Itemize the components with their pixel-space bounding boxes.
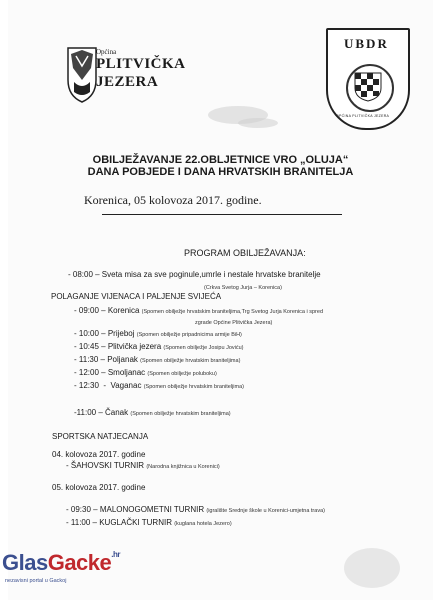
wreath-item: - 12:00 – Smoljanac (Spomen obilježje poluboku)	[74, 368, 217, 377]
watermark-logo: GlasGacke$^{.hr}$	[2, 550, 120, 575]
wreath-item: - 10:45 – Plitvička jezera (Spomen obilježje Josipu Joviću)	[74, 342, 244, 351]
divider-rule	[102, 214, 342, 215]
day2-event: - 11:00 – KUGLAČKI TURNIR (kuglana hotela Jezero)	[66, 518, 232, 527]
day2-date: 05. kolovoza 2017. godine	[52, 483, 146, 492]
mass-line: - 08:00 – Sveta misa za sve poginule,umrle i nestale hrvatske branitelje	[68, 270, 321, 279]
event-title	[8, 154, 433, 178]
place-date: Korenica, 05 kolovoza 2017. godine.	[84, 193, 262, 207]
municipality-prefix: Općina	[96, 48, 117, 56]
wreath-item: - 11:30 – Poljanak (Spomen obilježje hrvatskim braniteljima)	[74, 355, 241, 364]
veterans-seal	[326, 28, 410, 130]
seal-top-text: UBDR	[344, 36, 389, 51]
site-watermark[interactable]	[2, 550, 142, 598]
checkerboard-shield-icon	[354, 72, 382, 102]
stamp-smudge	[344, 548, 400, 588]
day1-event: - ŠAHOVSKI TURNIR (Narodna knjižnica u Korenici)	[66, 461, 220, 470]
sports-heading: SPORTSKA NATJECANJA	[52, 432, 149, 441]
wreath-item: - 10:00 – Prijeboj (Spomen obilježje pripadnicima armije BiH)	[74, 329, 242, 338]
document-page	[8, 0, 433, 600]
watermark-tagline: nezavisni portal u Gackoj	[5, 578, 67, 584]
title-line1: OBILJEŽAVANJE 22.OBLJETNICE VRO „OLUJA“	[92, 154, 349, 166]
title-line2: DANA POBJEDE I DANA HRVATSKIH BRANITELJA	[87, 166, 354, 178]
municipality-name-line1: PLITVIČKA	[96, 56, 186, 72]
wreath-item: - 12:30 - Vaganac (Spomen obilježje hrvatskim braniteljima)	[74, 381, 244, 390]
coat-of-arms-icon	[66, 46, 98, 104]
wreath-heading: POLAGANJE VIJENACA I PALJENJE SVIJEĆA	[51, 292, 222, 301]
day1-date: 04. kolovoza 2017. godine	[52, 450, 146, 459]
mass-note: (Crkva Svetog Jurja – Korenica)	[204, 285, 282, 291]
wreath-item-note-cont: zgrade Općine Plitvička Jezera)	[195, 320, 273, 326]
wreath-item: - 09:00 – Korenica (Spomen obilježje hrvatskim braniteljima,Trg Svetog Jurja Korenica i spred	[74, 306, 323, 315]
scan-smudge	[238, 118, 278, 128]
day2-event: - 09:30 – MALONOGOMETNI TURNIR (igralište Srednje škole u Korenici-umjetna trava)	[66, 505, 325, 514]
municipality-name-line2: JEZERA	[96, 74, 159, 90]
wreath-item: -11:00 – Čanak (Spomen obilježje hrvatskim braniteljima)	[74, 408, 231, 417]
seal-ring-text: OPĆINA PLITVIČKA JEZERA	[336, 114, 390, 118]
program-heading: PROGRAM OBILJEŽAVANJA:	[184, 248, 306, 258]
